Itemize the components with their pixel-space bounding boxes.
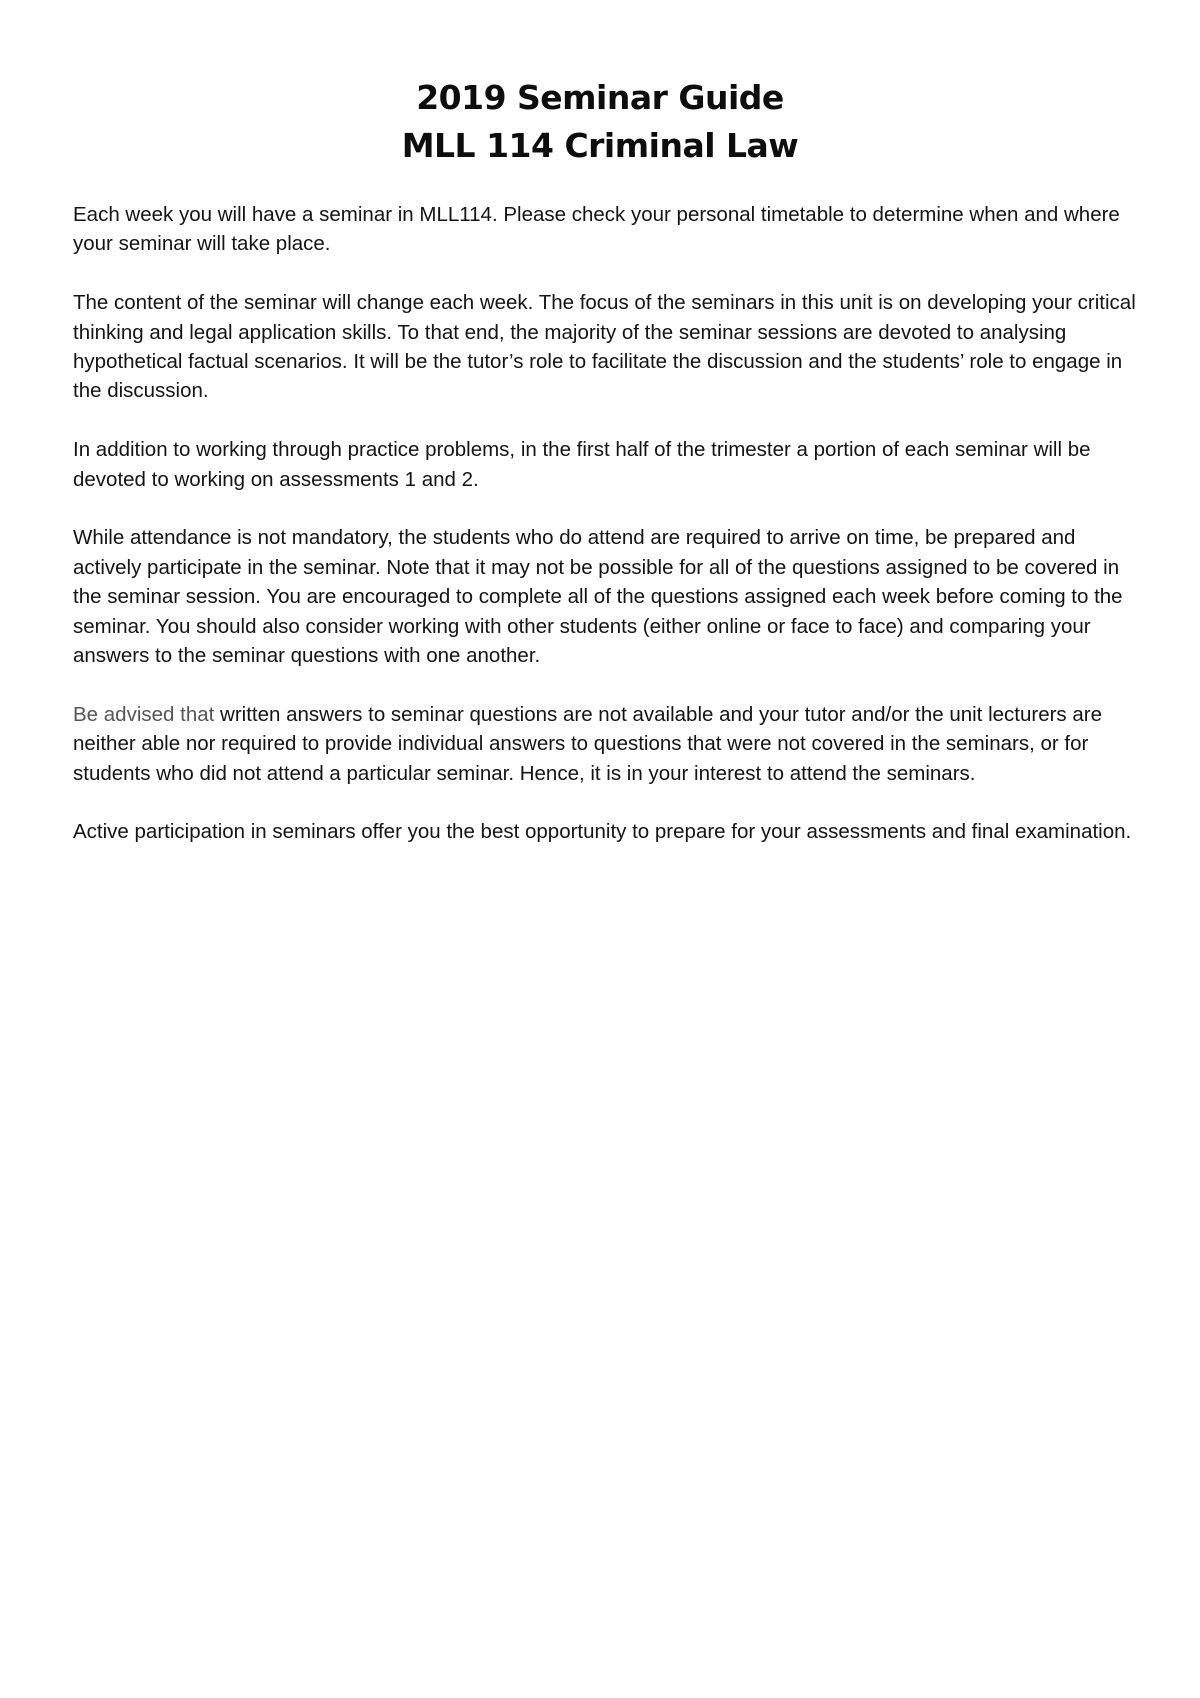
document-title: 2019 Seminar Guide xyxy=(416,78,784,117)
paragraph-intro: Each week you will have a seminar in MLL114. Please check your personal timetable to determine when and where your seminar will take place. xyxy=(73,203,1120,256)
paragraph-practice: In addition to working through practice problems, in the first half of the trimester a portion of each seminar will be devoted to working on assessments 1 and 2. xyxy=(73,438,1091,491)
document-subtitle: MLL 114 Criminal Law xyxy=(401,126,799,165)
document-body xyxy=(73,200,1143,876)
advised-lead-text: Be advised that xyxy=(73,702,215,726)
paragraph-attendance: While attendance is not mandatory, the students who do attend are required to arrive on time, be prepared and actively participate in the seminar. Note that it may not be possible for all of the questions assigned to be covered in the seminar session. You are encouraged to complete all of the questions assigned each week before coming to the seminar. You should also consider working with other students (either online or face to face) and comparing your answers to the seminar questions with one another. xyxy=(73,526,1123,668)
paragraph-advised xyxy=(73,700,1143,788)
title-block xyxy=(0,74,1200,170)
paragraph-content: The content of the seminar will change each week. The focus of the seminars in this unit is on developing your critical thinking and legal application skills. To that end, the majority of the seminar sessions are devoted to analysing hypothetical factual scenarios. It will be the tutor’s role to facilitate the discussion and the students’ role to engage in the discussion. xyxy=(73,291,1136,403)
advised-rest-text: written answers to seminar questions are not available and your tutor and/or the unit lecturers are neither able nor required to provide individual answers to questions that were not covered in the seminars, or for students who did not attend a particular seminar. Hence, it is in your interest to attend the seminars. xyxy=(73,702,1102,785)
paragraph-closing: Active participation in seminars offer you the best opportunity to prepare for your assessments and final examination. xyxy=(73,820,1132,844)
